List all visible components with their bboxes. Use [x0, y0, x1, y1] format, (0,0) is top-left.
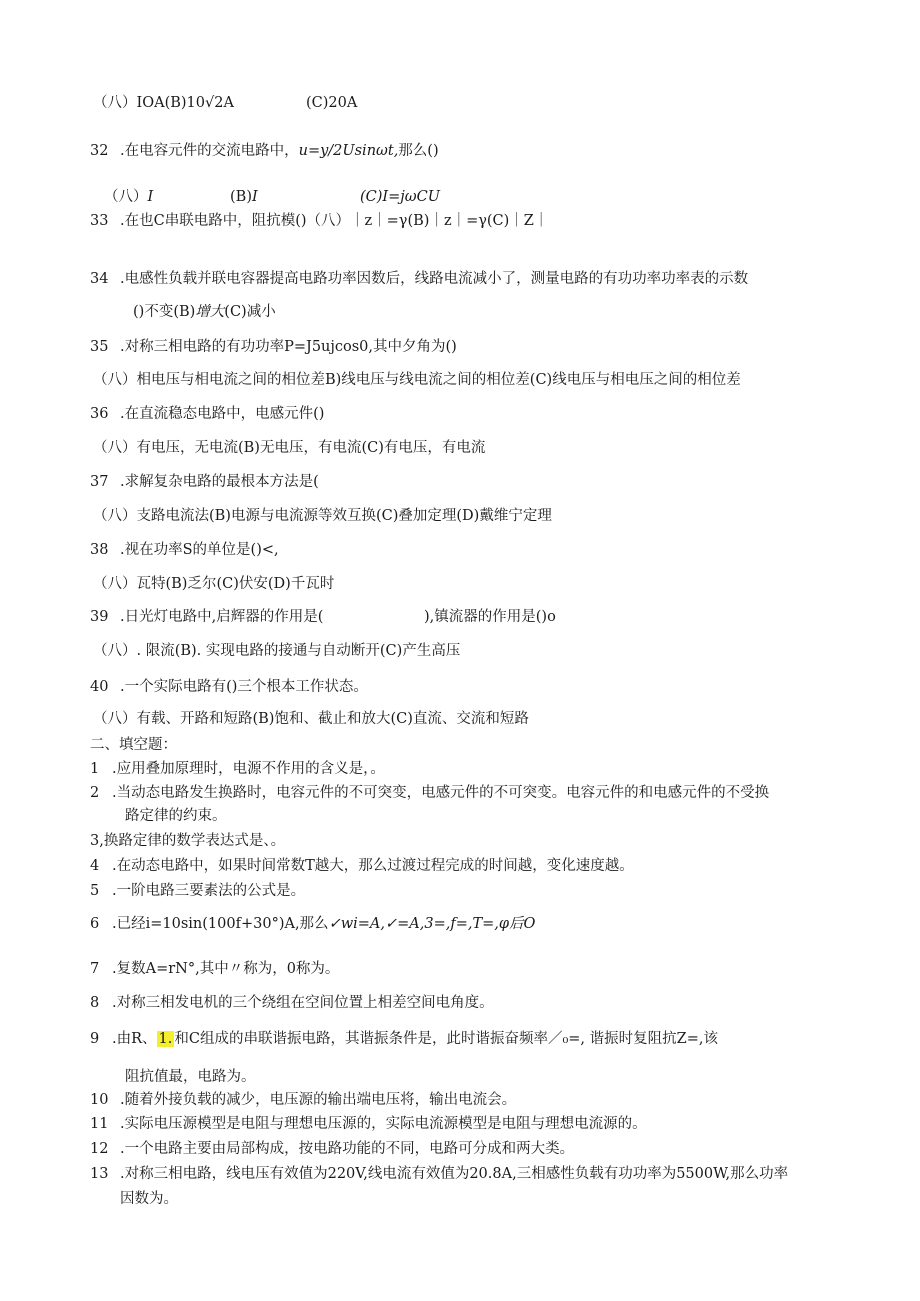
- question-text: .对称三相电路的有功功率P=J5ujcos0,其中夕角为(): [120, 339, 457, 355]
- question-number: 38: [90, 542, 109, 558]
- question-text: .在也C串联电路中，阻抗模()（八）｜z｜=γ(B)｜z｜=γ(C)｜Z｜: [120, 213, 549, 229]
- question-number: 10: [90, 1092, 109, 1108]
- question-number: 36: [90, 406, 109, 422]
- fill-question-4: [90, 856, 634, 876]
- question-text: .一个电路主要由局部构成，按电路功能的不同，电路可分成和两大类。: [120, 1141, 575, 1157]
- question-text: .复数A=rN°,其中〃称为，0称为。: [112, 961, 340, 977]
- fill-question-3: 3,换路定律的数学表达式是、。: [90, 833, 286, 849]
- q34-option-b: 增大: [195, 304, 225, 320]
- fill-question-11: [90, 1114, 647, 1134]
- q32-option-b-formula: I: [251, 189, 258, 205]
- q32-option-a: （八）: [104, 189, 148, 205]
- q31-option-ab: （八）IOA(B)10√2A: [93, 95, 234, 111]
- question-number: 6: [90, 916, 100, 932]
- q32-options: [104, 187, 440, 207]
- question-text: .应用叠加原理时，电源不作用的含义是，。: [112, 761, 385, 777]
- fill-question-1: [90, 759, 385, 779]
- question-40: [90, 677, 368, 697]
- q35-options: （八）相电压与相电流之间的相位差B)线电压与线电流之间的相位差(C)线电压与相电压之间的相位差: [93, 372, 741, 388]
- question-number: 12: [90, 1141, 109, 1157]
- q40-options: （八）有载、开路和短路(B)饱和、截止和放大(C)直流、交流和短路: [93, 711, 529, 727]
- question-number: 11: [90, 1116, 109, 1132]
- question-34: [90, 269, 748, 289]
- question-text: .一个实际电路有()三个根本工作状态。: [120, 679, 368, 695]
- question-number: 8: [90, 995, 100, 1011]
- q32-option-a-formula: I: [147, 189, 154, 205]
- question-number: 39: [90, 609, 109, 625]
- fill-question-6: [90, 914, 535, 934]
- question-number: 32: [90, 143, 109, 159]
- question-35: [90, 337, 457, 357]
- question-number: 35: [90, 339, 109, 355]
- question-38: [90, 540, 279, 560]
- question-text: .对称三相电路，线电压有效值为220V,线电流有效值为20.8A,三相感性负载有功功率为5500W,那么功率: [120, 1166, 789, 1182]
- question-text: .由R、: [112, 1031, 157, 1047]
- question-number: 2: [90, 785, 100, 801]
- question-text: .日光灯电路中,启辉器的作用是(: [120, 609, 324, 625]
- formula: ✓wi=A,✓=A,3=,f=,T=,φ后O: [328, 916, 536, 932]
- question-text-cont: 和C组成的串联谐振电路，其谐振条件是，此时谐振奋频率／₀=, 谐振时复阻抗Z=,该: [174, 1031, 718, 1047]
- question-number: 34: [90, 271, 109, 287]
- highlighted-text: 1.: [158, 1031, 173, 1047]
- fill-question-2-cont: 路定律的约束。: [125, 808, 227, 824]
- question-number: 37: [90, 474, 109, 490]
- q34-options: [133, 302, 276, 322]
- q32-option-b: (B): [230, 189, 252, 205]
- question-number: 40: [90, 679, 109, 695]
- question-text: .在电容元件的交流电路中，: [120, 143, 299, 159]
- fill-question-7: [90, 959, 339, 979]
- q32-option-c: (C)I=jωCU: [360, 189, 440, 205]
- fill-question-5: [90, 881, 305, 901]
- question-text: .已经i=10sin(100f+30°)A,那么: [112, 916, 329, 932]
- q34-option-c: (C)减小: [224, 304, 276, 320]
- question-number: 33: [90, 213, 109, 229]
- question-text: .实际电压源模型是电阻与理想电压源的，实际电流源模型是电阻与理想电流源的。: [120, 1116, 647, 1132]
- q37-options: （八）支路电流法(B)电源与电流源等效互换(C)叠加定理(D)戴维宁定理: [93, 508, 552, 524]
- q39-options: （八）. 限流(B). 实现电路的接通与自动断开(C)产生高压: [93, 643, 461, 659]
- question-39: [90, 607, 556, 627]
- question-text: .电感性负载并联电容器提高电路功率因数后，线路电流减小了，测量电路的有功功率功率表的示数: [120, 271, 749, 287]
- q31-option-c: (C)20A: [306, 95, 358, 111]
- question-text: .随着外接负载的减少，电压源的输出端电压将，输出电流会。: [120, 1092, 517, 1108]
- fill-question-2: [90, 783, 769, 803]
- fill-question-9-cont: 阻抗值最，电路为。: [125, 1069, 256, 1085]
- question-text: .对称三相发电机的三个绕组在空间位置上相差空间电角度。: [112, 995, 494, 1011]
- question-text: .视在功率S的单位是()<,: [120, 542, 279, 558]
- question-text: .一阶电路三要素法的公式是。: [112, 883, 306, 899]
- fill-question-10: [90, 1090, 516, 1110]
- question-text: .在动态电路中，如果时间常数T越大，那么过渡过程完成的时间越，变化速度越。: [112, 858, 634, 874]
- q31-options: [93, 93, 358, 113]
- q34-option-a: ()不变(B): [133, 304, 196, 320]
- q38-options: （八）瓦特(B)乏尔(C)伏安(D)千瓦时: [93, 576, 335, 592]
- question-text: .当动态电路发生换路时，电容元件的不可突变，电感元件的不可突变。电容元件的和电感元件的不受换: [112, 785, 770, 801]
- fill-question-13: [90, 1164, 788, 1184]
- question-number: 1: [90, 761, 100, 777]
- question-number: 4: [90, 858, 100, 874]
- question-tail: ),镇流器的作用是()o: [424, 609, 556, 625]
- question-text: .求解复杂电路的最根本方法是(: [120, 474, 319, 490]
- question-number: 5: [90, 883, 100, 899]
- question-33: [90, 211, 548, 231]
- question-text: .在直流稳态电路中，电感元件(): [120, 406, 325, 422]
- question-number: 9: [90, 1031, 100, 1047]
- question-number: 7: [90, 961, 100, 977]
- question-number: 13: [90, 1166, 109, 1182]
- fill-question-8: [90, 993, 494, 1013]
- question-36: [90, 404, 324, 424]
- question-37: [90, 472, 319, 492]
- q36-options: （八）有电压，无电流(B)无电压，有电流(C)有电压，有电流: [93, 440, 486, 456]
- formula: u=y/2Usinωt,: [298, 143, 399, 159]
- question-32: [90, 141, 439, 161]
- section-heading: 二、填空题：: [90, 737, 177, 753]
- fill-question-13-cont: 因数为。: [120, 1191, 178, 1207]
- fill-question-12: [90, 1139, 574, 1159]
- fill-question-9: [90, 1029, 718, 1049]
- question-tail: 那么(): [398, 143, 439, 159]
